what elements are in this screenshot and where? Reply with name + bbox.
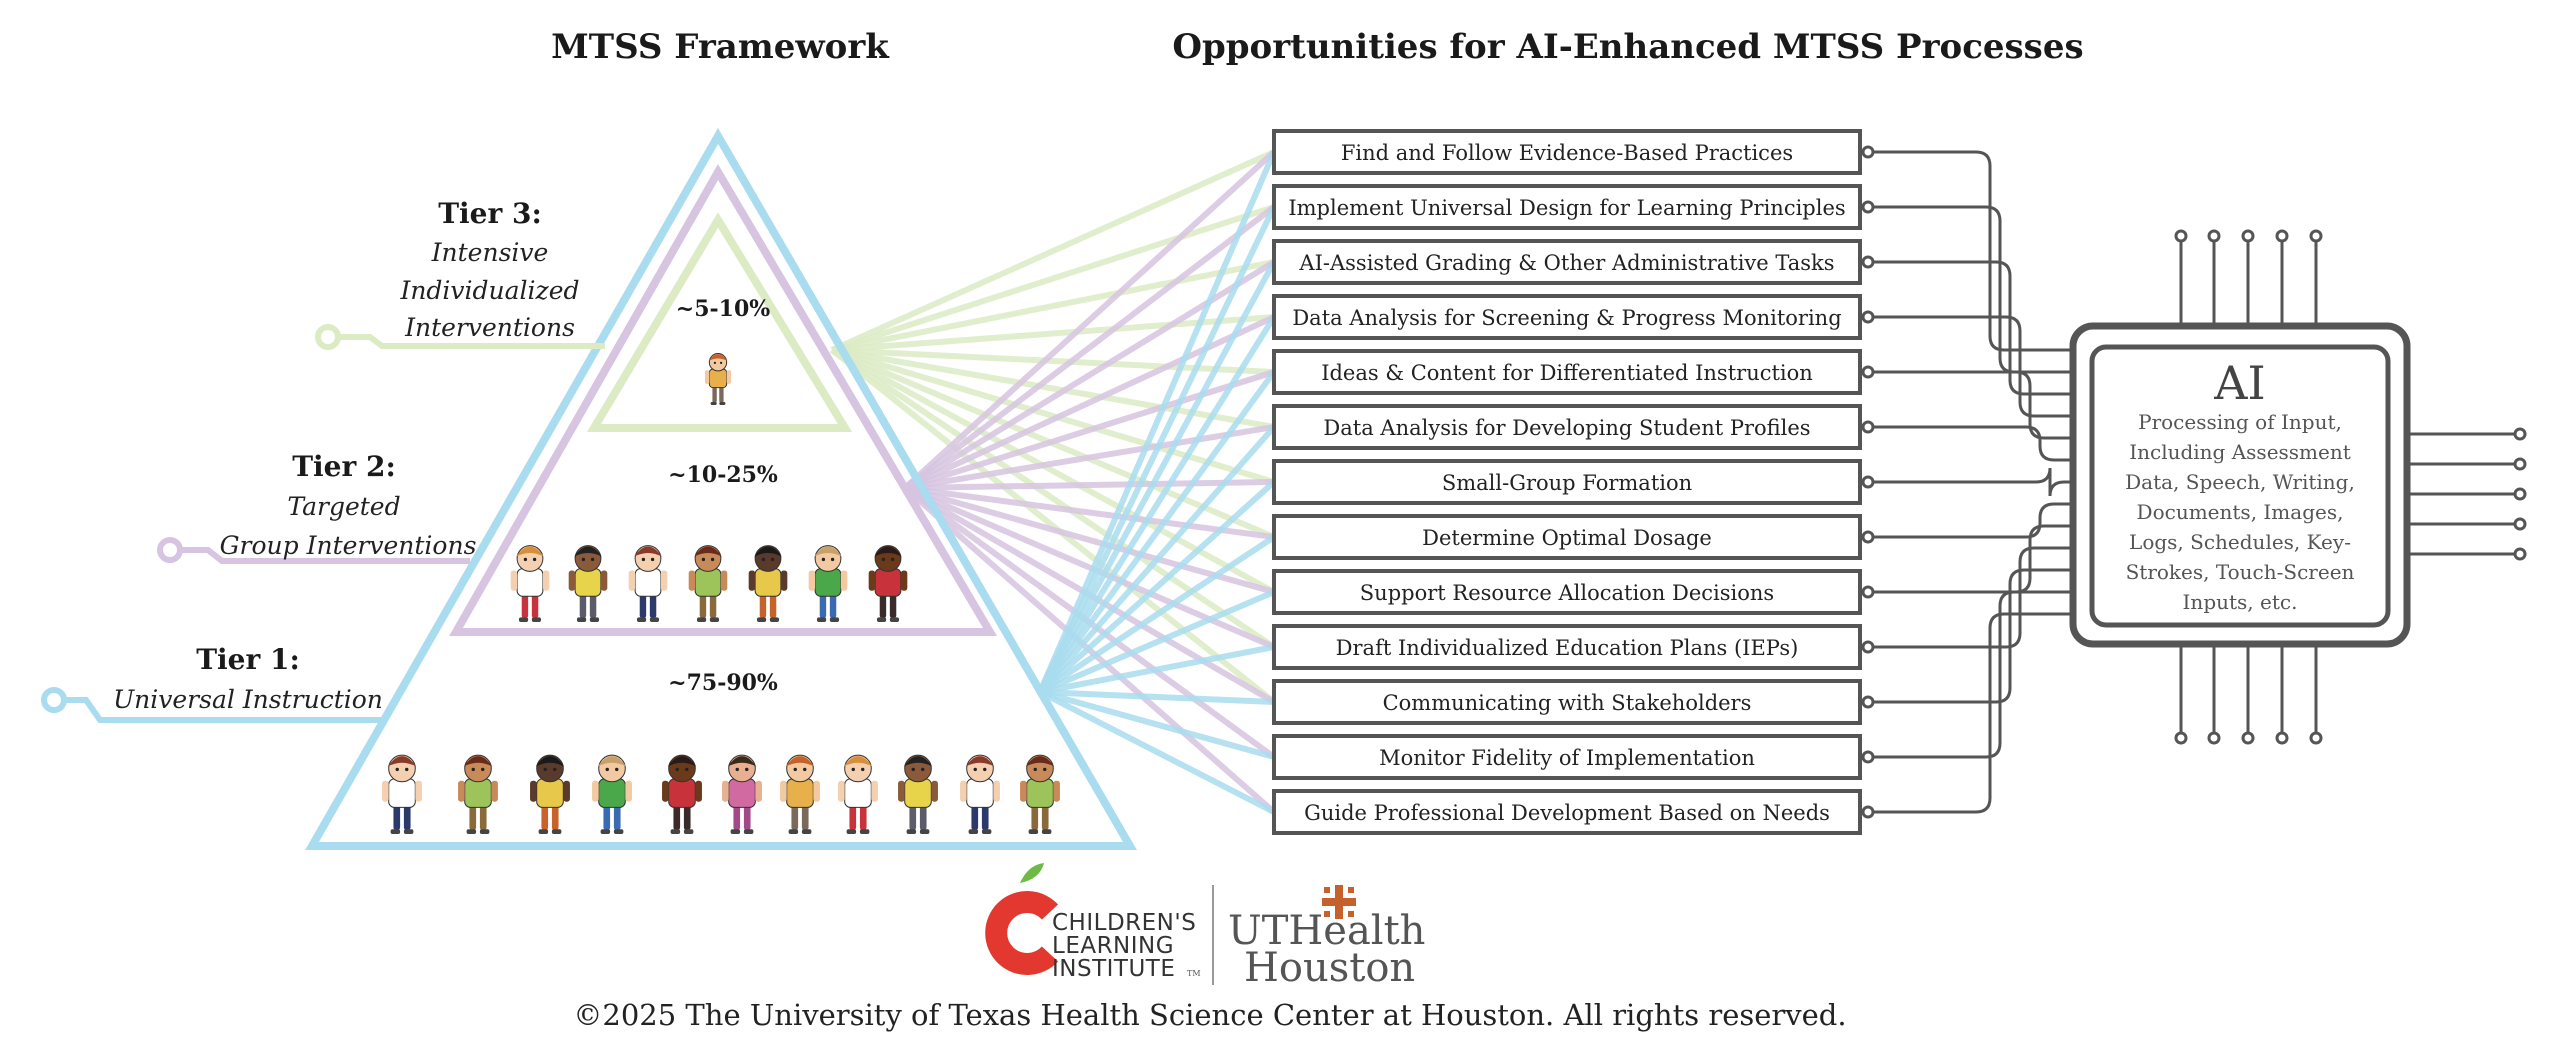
process-box [1274,461,1873,503]
ai-description-line: Data, Speech, Writing, [2125,470,2355,494]
cli-line3: INSTITUTE [1052,956,1176,982]
process-label: Data Analysis for Developing Student Profiles [1323,416,1811,440]
child-figure-icon [869,546,908,622]
uth-line1: UTHealth [1228,908,1426,954]
process-box [1274,351,1873,393]
connector-node [1863,422,1873,432]
ai-description-line: Inputs, etc. [2182,590,2298,614]
circuit-trace [1873,207,2073,372]
tier3-title: Tier 3: [438,197,542,230]
child-figure-icon [511,546,550,622]
chip-pin-end [2243,733,2253,743]
chip-pin-end [2277,231,2287,241]
chip-pin-end [2515,549,2525,559]
connector-node [1863,202,1873,212]
circuit-trace [1873,262,2073,394]
connector-node [1863,697,1873,707]
child-figure-icon [1020,755,1060,834]
child-figure-icon [382,755,422,834]
chip-pin-end [2209,733,2219,743]
circuit-trace [1873,614,2073,812]
child-figure-icon [722,755,762,834]
childrens-learning-institute-logo [996,863,1200,982]
ai-chip-label: AI [2214,356,2266,410]
process-label: Monitor Fidelity of Implementation [1379,746,1755,770]
connector-node [1863,147,1873,157]
process-box [1274,571,1873,613]
fan-line [1040,207,1274,692]
mtss-framework-title: MTSS Framework [551,27,889,67]
circuit-trace [1873,570,2073,702]
uthealth-houston-logo [1228,885,1425,991]
tier2-desc-line2: Group Interventions [219,531,477,560]
apple-c-logo-icon [996,863,1050,964]
child-figure-icon [592,755,632,834]
chip-pin-end [2311,231,2321,241]
process-box [1274,516,1873,558]
ai-processes-title: Opportunities for AI-Enhanced MTSS Processes [1172,27,2084,67]
cli-line1: CHILDREN'S [1052,910,1197,936]
process-label: Support Resource Allocation Decisions [1359,581,1775,605]
process-box [1274,131,1873,173]
ai-description-line: Logs, Schedules, Key- [2129,530,2351,554]
chip-pin-end [2176,733,2186,743]
process-label: Small-Group Formation [1441,471,1693,495]
ai-description-line: Including Assessment [2129,440,2351,464]
process-box [1274,626,1873,668]
process-label: Find and Follow Evidence-Based Practices [1340,141,1794,165]
uth-line2: Houston [1244,945,1416,991]
child-figure-icon [838,755,878,834]
tier1-percent: ~75-90% [668,670,778,696]
fan-line [832,207,1274,350]
tier2-title: Tier 2: [292,450,396,483]
tier1-title: Tier 1: [196,643,300,676]
connector-node [1863,257,1873,267]
process-label: Communicating with Stakeholders [1382,691,1752,715]
chip-pin-end [2515,459,2525,469]
child-figure-icon [458,755,498,834]
tier3-label [318,197,605,347]
tier2-label [160,450,476,561]
connector-node [1863,532,1873,542]
ai-description-line: Documents, Images, [2136,500,2344,524]
tier1-desc-line1: Universal Instruction [113,685,383,714]
ai-chip [2073,231,2525,743]
child-figure-icon [749,546,788,622]
circuit-trace [1873,152,2073,350]
child-figure-icon [569,546,608,622]
chip-pin-end [2515,429,2525,439]
child-figure-icon [780,755,820,834]
ai-description-line: Processing of Input, [2138,410,2342,434]
circuit-trace [1873,592,2073,757]
child-figure-icon [898,755,938,834]
connector-node [1863,642,1873,652]
tier3-desc-line2: Individualized [400,276,580,305]
chip-pin-end [2311,733,2321,743]
cli-line2: LEARNING [1052,933,1175,959]
connector-node [1863,312,1873,322]
process-label: Determine Optimal Dosage [1422,526,1712,550]
process-label: AI-Assisted Grading & Other Administrative Tasks [1299,251,1835,275]
process-box [1274,791,1873,833]
process-box [1274,406,1873,448]
tier3-percent: ~5-10% [675,296,771,322]
tier2-percent: ~10-25% [668,462,778,488]
process-box [1274,241,1873,283]
child-figure-icon [960,755,1000,834]
connector-node [1863,807,1873,817]
process-box [1274,736,1873,778]
circuit-trace [1873,548,2073,647]
connector-node [1863,367,1873,377]
copyright-notice: ©2025 The University of Texas Health Science Center at Houston. All rights reserved. [573,998,1847,1032]
process-label: Implement Universal Design for Learning Principles [1288,196,1846,220]
child-figure-icon [689,546,728,622]
tier2-desc-line1: Targeted [287,492,401,521]
process-box [1274,681,1873,723]
connector-node [1863,752,1873,762]
tier3-desc-line3: Interventions [405,313,575,342]
cli-tm: TM [1187,969,1201,978]
process-box [1274,186,1873,228]
chip-pin-end [2243,231,2253,241]
circuit-traces [1873,152,2073,812]
chip-pin-end [2277,733,2287,743]
chip-pin-end [2209,231,2219,241]
child-figure-icon [705,354,731,405]
tier1-label [44,643,385,720]
ai-chip-description [2125,410,2355,614]
chip-pin-end [2176,231,2186,241]
process-box [1274,296,1873,338]
process-label: Guide Professional Development Based on Needs [1304,801,1830,825]
connector-node [1863,477,1873,487]
chip-pin-end [2515,519,2525,529]
tier3-desc-line1: Intensive [431,238,549,267]
connector-node [1863,587,1873,597]
ai-description-line: Strokes, Touch-Screen [2125,560,2355,584]
process-list [1274,131,1873,833]
child-figure-icon [629,546,668,622]
child-figure-icon [530,755,570,834]
process-label: Draft Individualized Education Plans (IEPs) [1335,636,1799,660]
process-label: Data Analysis for Screening & Progress Monitoring [1292,306,1842,330]
process-label: Ideas & Content for Differentiated Instruction [1321,361,1813,385]
circuit-trace [1873,427,2073,460]
circuit-trace [1873,504,2073,537]
circuit-trace [1873,468,2073,496]
child-figure-icon [662,755,702,834]
child-figure-icon [809,546,848,622]
circuit-trace [1873,317,2073,416]
chip-pin-end [2515,489,2525,499]
